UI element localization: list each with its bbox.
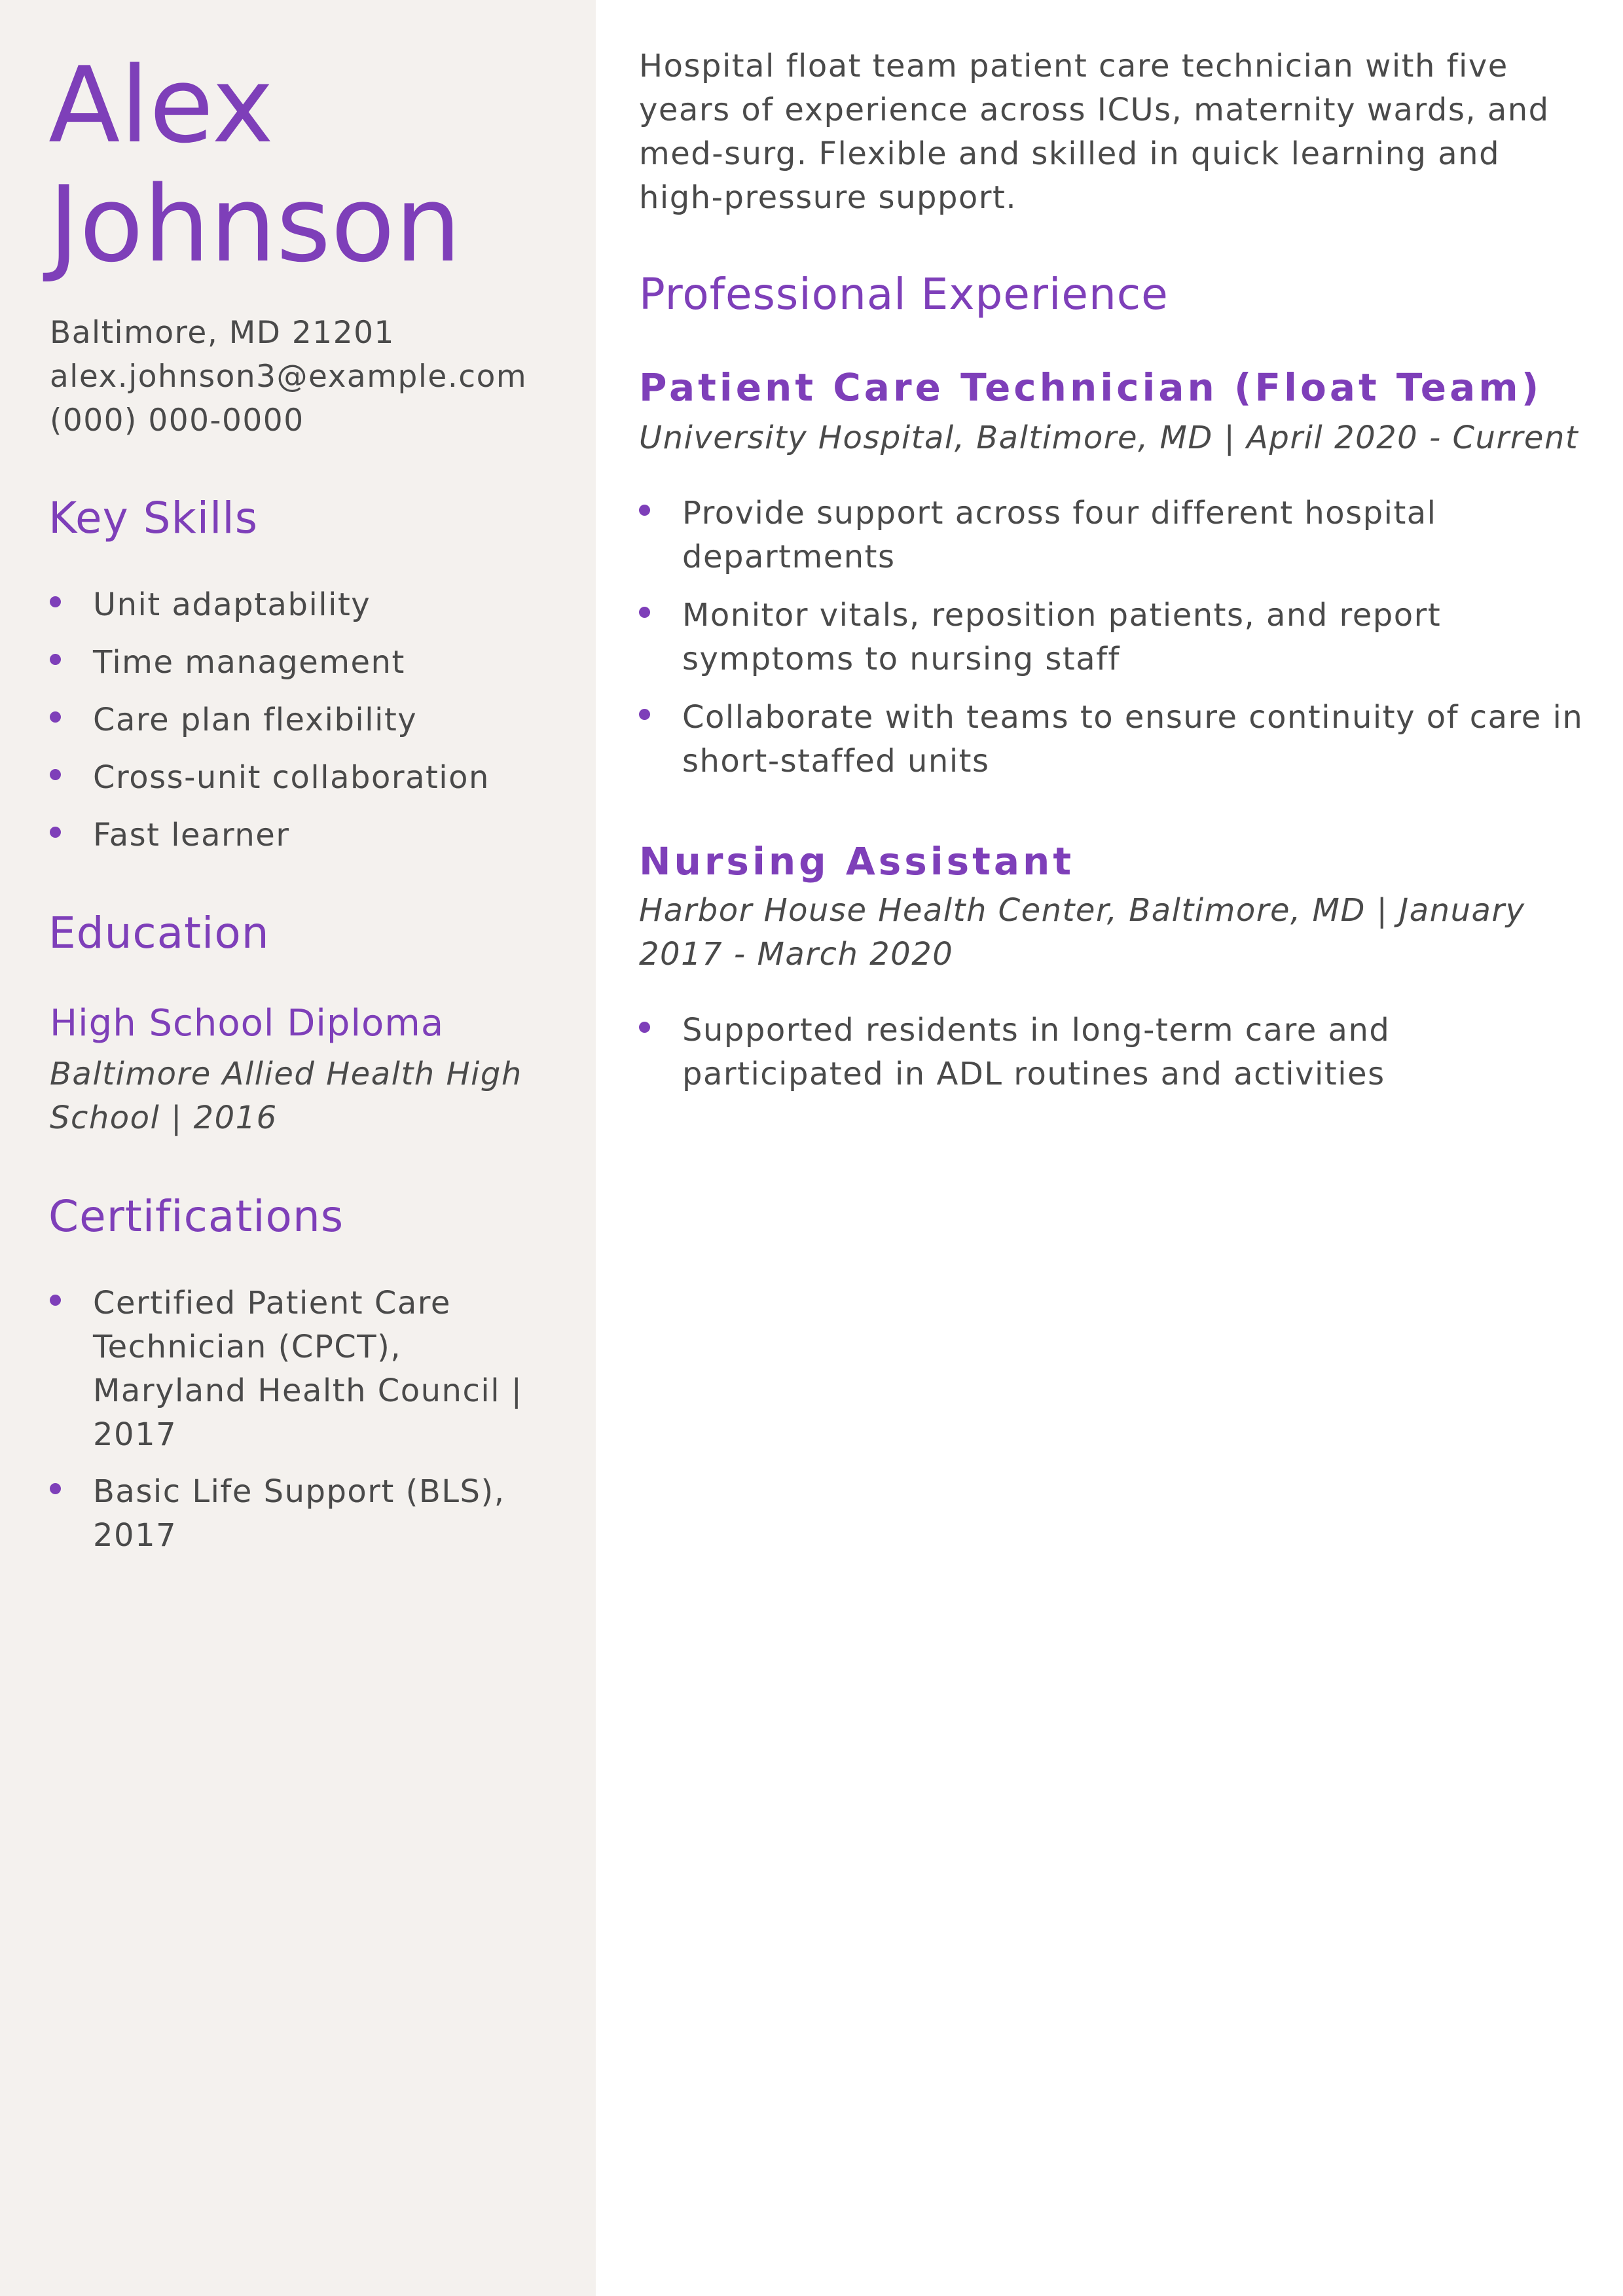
job-bullet: Supported residents in long-term care and participated in ADL routines and activities	[639, 1009, 1425, 1096]
skill-item: Cross-unit collaboration	[50, 756, 574, 800]
certification-item: Certified Patient Care Technician (CPCT), Maryland Health Council | 2017	[50, 1282, 534, 1457]
job-bullets	[639, 1009, 1425, 1111]
bullet-icon	[50, 654, 61, 665]
job-bullet: Provide support across four different hospital departments	[639, 492, 1595, 579]
skills-heading: Key Skills	[48, 493, 259, 543]
bullet-icon	[639, 505, 650, 516]
education-degree: High School Diploma	[50, 1002, 445, 1045]
bullet-icon	[50, 827, 61, 838]
education-school: Baltimore Allied Health High School | 2016	[50, 1056, 522, 1136]
experience-heading: Professional Experience	[639, 269, 1169, 319]
job-bullets	[639, 492, 1595, 798]
bullet-icon	[50, 1483, 61, 1494]
phone: (000) 000-0000	[50, 403, 304, 439]
professional-summary: Hospital float team patient care technician with five years of experience across ICUs, maternity wards, and med-surg. Flexible and skilled in quick learning and high-pressure support.	[639, 48, 1550, 216]
last-name: Johnson	[48, 163, 462, 285]
job-meta: Harbor House Health Center, Baltimore, MD | January 2017 - March 2020	[639, 892, 1525, 973]
certifications-heading: Certifications	[48, 1191, 344, 1242]
bullet-icon	[50, 1295, 61, 1306]
certifications-list	[50, 1282, 534, 1558]
skill-item: Unit adaptability	[50, 583, 574, 627]
skills-list	[50, 583, 574, 857]
skill-item: Fast learner	[50, 814, 574, 857]
education-heading: Education	[48, 908, 270, 958]
bullet-icon	[639, 709, 650, 720]
job-bullet: Monitor vitals, reposition patients, and report symptoms to nursing staff	[639, 594, 1595, 681]
bullet-icon	[50, 769, 61, 780]
skill-item: Care plan flexibility	[50, 698, 574, 742]
first-name: Alex	[48, 44, 274, 166]
email: alex.johnson3@example.com	[50, 359, 528, 395]
bullet-icon	[639, 607, 650, 618]
bullet-icon	[639, 1022, 650, 1033]
bullet-icon	[50, 711, 61, 723]
job-bullet: Collaborate with teams to ensure continuity of care in short-staffed units	[639, 696, 1595, 783]
certification-item: Basic Life Support (BLS), 2017	[50, 1470, 534, 1558]
job-meta: University Hospital, Baltimore, MD | April 2020 - Current	[639, 420, 1579, 456]
contact-info	[50, 311, 587, 442]
candidate-name	[48, 46, 572, 284]
job-title: Patient Care Technician (Float Team)	[639, 365, 1542, 410]
skill-item: Time management	[50, 641, 574, 685]
job-title: Nursing Assistant	[639, 839, 1075, 884]
bullet-icon	[50, 596, 61, 607]
location: Baltimore, MD 21201	[50, 315, 395, 351]
